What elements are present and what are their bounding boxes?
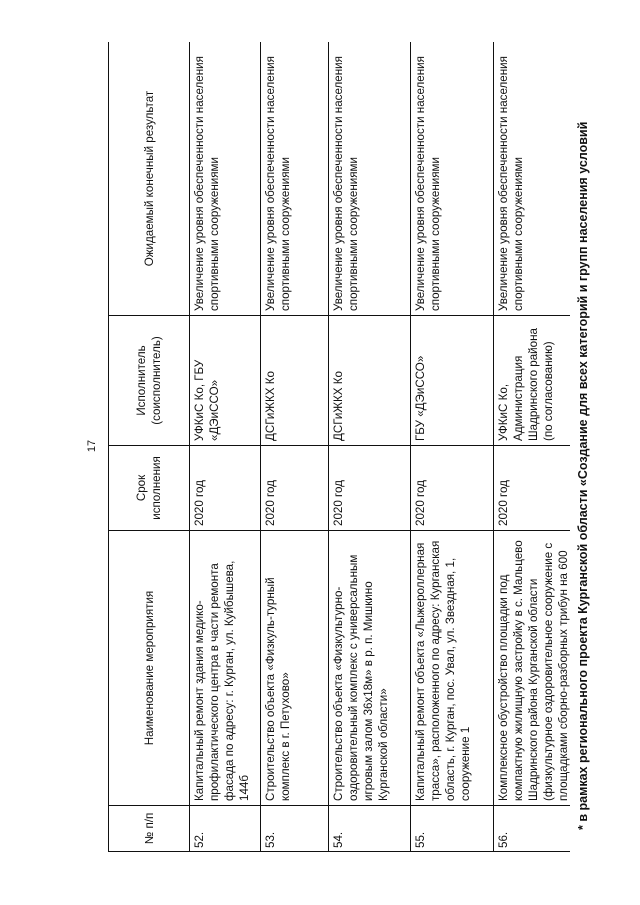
header-result: Ожидаемый конечный результат bbox=[109, 42, 190, 316]
cell-result: Увеличение уровня обеспеченности населения спортивными сооружениями bbox=[190, 42, 261, 316]
cell-name: Капитальный ремонт здания медико-профилактического центра в части ремонта фасада по адресу: г. Курган, ул. Куйбышева, 144б bbox=[190, 531, 261, 806]
cell-executor: ДСГиЖКХ Ко bbox=[261, 316, 329, 446]
page-number: 17 bbox=[86, 439, 99, 453]
table-row bbox=[411, 42, 494, 852]
table-header-row bbox=[109, 42, 190, 852]
table-container bbox=[108, 42, 570, 852]
cell-num: 54. bbox=[329, 806, 411, 852]
header-term: Срок исполнения bbox=[109, 446, 190, 531]
cell-executor: ДСГиЖКХ Ко bbox=[329, 316, 411, 446]
table-row bbox=[261, 42, 329, 852]
cell-result: Увеличение уровня обеспеченности населения спортивными сооружениями bbox=[329, 42, 411, 316]
table-row bbox=[494, 42, 571, 852]
header-name: Наименование мероприятия bbox=[109, 531, 190, 806]
cell-name: Комплексное обустройство площадки под компактную жилищную застройку в с. Мальцево Шадринского района Курганской области (физкультурное оздоровительное сооружение с площадками сборно-разборных трибун на 600 bbox=[494, 531, 571, 806]
cell-result: Увеличение уровня обеспеченности населения спортивными сооружениями bbox=[411, 42, 494, 316]
rotated-table-frame bbox=[108, 42, 570, 852]
header-num: № п/п bbox=[109, 806, 190, 852]
cell-result: Увеличение уровня обеспеченности населения спортивными сооружениями bbox=[261, 42, 329, 316]
cell-num: 56. bbox=[494, 806, 571, 852]
cell-result: Увеличение уровня обеспеченности населения спортивными сооружениями bbox=[494, 42, 571, 316]
cell-name: Строительство объекта «Физкуль-турный комплекс в г. Петухово» bbox=[261, 531, 329, 806]
cell-name: Капитальный ремонт объекта «Лыжероллерная трасса», расположенного по адресу: Курганская область, г. Курган, пос. Увал, ул. Звездная, 1, сооружение 1 bbox=[411, 531, 494, 806]
cell-term: 2020 год bbox=[494, 446, 571, 531]
cell-name: Строительство объекта «Физкультурно-оздоровительный комплекс с универсальным игровым залом 36х18м» в р. п. Мишкино Курганской области» bbox=[329, 531, 411, 806]
cell-num: 55. bbox=[411, 806, 494, 852]
cell-term: 2020 год bbox=[411, 446, 494, 531]
cell-term: 2020 год bbox=[190, 446, 261, 531]
events-table bbox=[108, 42, 570, 852]
cell-executor: ГБУ «ДЭиССО» bbox=[411, 316, 494, 446]
cell-num: 53. bbox=[261, 806, 329, 852]
footnote: * в рамках регионального проекта Курганской области «Создание для всех категорий и групп населения условий bbox=[576, 121, 590, 830]
header-executor: Исполнитель (соисполнитель) bbox=[109, 316, 190, 446]
cell-term: 2020 год bbox=[261, 446, 329, 531]
table-row bbox=[190, 42, 261, 852]
table-row bbox=[329, 42, 411, 852]
cell-num: 52. bbox=[190, 806, 261, 852]
cell-executor: УФКиС Ко, Администрация Шадринского района (по согласованию) bbox=[494, 316, 571, 446]
cell-executor: УФКиС Ко, ГБУ «ДЭиССО» bbox=[190, 316, 261, 446]
cell-term: 2020 год bbox=[329, 446, 411, 531]
